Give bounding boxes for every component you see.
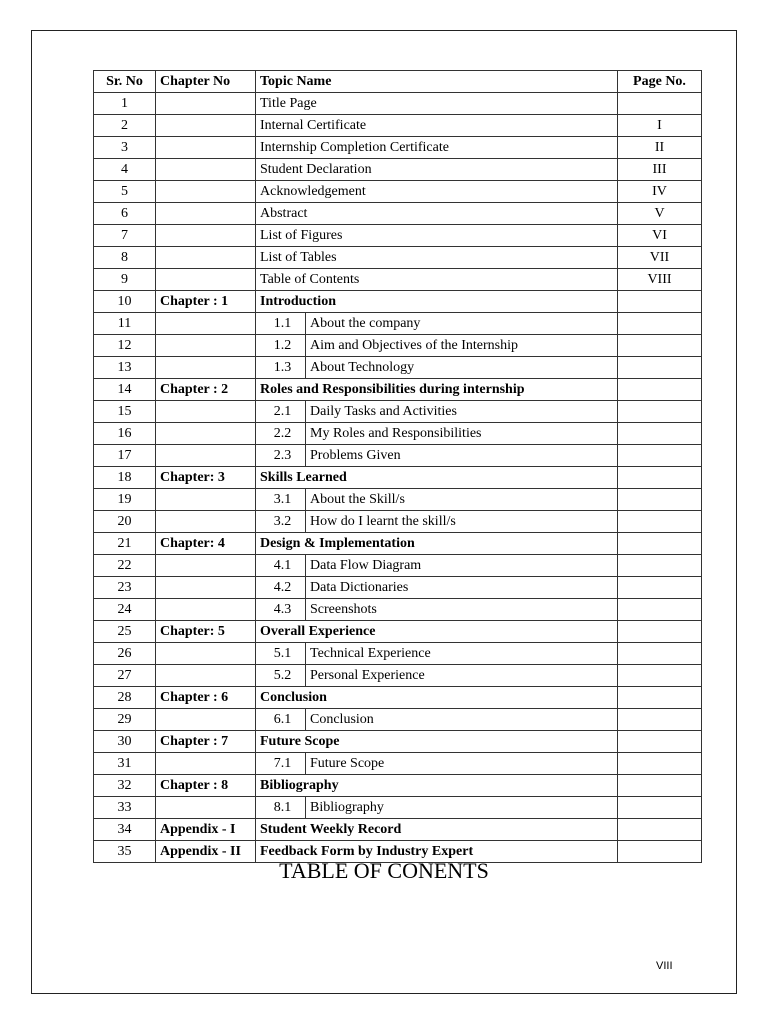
cell-chapter-no: Chapter : 2	[156, 379, 256, 401]
cell-page-no	[618, 555, 702, 577]
cell-topic-name: Future Scope	[256, 731, 618, 753]
cell-page-no	[618, 313, 702, 335]
subtopic-number: 6.1	[260, 709, 306, 730]
subtopic-name: Future Scope	[310, 756, 385, 771]
cell-topic-name: Conclusion	[256, 687, 618, 709]
cell-chapter-no	[156, 159, 256, 181]
subtopic-number: 1.1	[260, 313, 306, 334]
cell-topic-name: Title Page	[256, 93, 618, 115]
subtopic-wrap	[260, 401, 613, 422]
cell-page-no	[618, 797, 702, 819]
cell-page-no	[618, 775, 702, 797]
cell-chapter-no	[156, 511, 256, 533]
subtopic-number: 5.1	[260, 643, 306, 664]
subtopic-number: 3.1	[260, 489, 306, 510]
cell-topic-name: List of Tables	[256, 247, 618, 269]
cell-topic-sub	[256, 313, 618, 335]
table-row	[94, 687, 702, 709]
table-row	[94, 115, 702, 137]
cell-chapter-no	[156, 181, 256, 203]
cell-chapter-no	[156, 357, 256, 379]
cell-page-no	[618, 621, 702, 643]
cell-page-no: VIII	[618, 269, 702, 291]
table-row	[94, 379, 702, 401]
cell-topic-sub	[256, 445, 618, 467]
table-row	[94, 665, 702, 687]
subtopic-wrap	[260, 665, 613, 686]
subtopic-wrap	[260, 577, 613, 598]
cell-page-no: VI	[618, 225, 702, 247]
subtopic-name: About the company	[310, 316, 421, 331]
subtopic-name: How do I learnt the skill/s	[310, 514, 456, 529]
subtopic-name: Conclusion	[310, 712, 374, 727]
cell-page-no	[618, 423, 702, 445]
cell-page-no	[618, 753, 702, 775]
table-row	[94, 93, 702, 115]
cell-sr-no: 23	[94, 577, 156, 599]
cell-topic-sub	[256, 665, 618, 687]
cell-sr-no: 16	[94, 423, 156, 445]
cell-chapter-no	[156, 445, 256, 467]
table-row	[94, 599, 702, 621]
cell-sr-no: 21	[94, 533, 156, 555]
header-sr-no: Sr. No	[94, 71, 156, 93]
table-header-row	[94, 71, 702, 93]
cell-topic-name: Student Weekly Record	[256, 819, 618, 841]
cell-chapter-no	[156, 753, 256, 775]
cell-chapter-no: Chapter : 1	[156, 291, 256, 313]
cell-chapter-no	[156, 797, 256, 819]
table-row	[94, 335, 702, 357]
subtopic-number: 4.3	[260, 599, 306, 620]
cell-sr-no: 33	[94, 797, 156, 819]
subtopic-number: 3.2	[260, 511, 306, 532]
cell-page-no	[618, 357, 702, 379]
cell-page-no	[618, 379, 702, 401]
cell-chapter-no	[156, 269, 256, 291]
cell-page-no	[618, 335, 702, 357]
cell-sr-no: 15	[94, 401, 156, 423]
subtopic-name: About Technology	[310, 360, 415, 375]
cell-page-no	[618, 819, 702, 841]
subtopic-wrap	[260, 599, 613, 620]
table-row	[94, 313, 702, 335]
subtopic-wrap	[260, 313, 613, 334]
cell-topic-sub	[256, 753, 618, 775]
cell-sr-no: 4	[94, 159, 156, 181]
cell-chapter-no: Chapter: 4	[156, 533, 256, 555]
cell-topic-name: Abstract	[256, 203, 618, 225]
cell-sr-no: 14	[94, 379, 156, 401]
cell-topic-name: Internal Certificate	[256, 115, 618, 137]
subtopic-number: 4.1	[260, 555, 306, 576]
cell-chapter-no	[156, 643, 256, 665]
cell-sr-no: 19	[94, 489, 156, 511]
cell-page-no	[618, 93, 702, 115]
cell-sr-no: 24	[94, 599, 156, 621]
table-row	[94, 819, 702, 841]
cell-topic-sub	[256, 797, 618, 819]
cell-chapter-no	[156, 665, 256, 687]
toc-body	[94, 93, 702, 863]
cell-chapter-no	[156, 115, 256, 137]
subtopic-wrap	[260, 489, 613, 510]
table-row	[94, 225, 702, 247]
table-row	[94, 753, 702, 775]
cell-topic-sub	[256, 643, 618, 665]
cell-chapter-no	[156, 225, 256, 247]
footer-page-number: VIII	[656, 960, 673, 972]
table-row	[94, 401, 702, 423]
subtopic-wrap	[260, 335, 613, 356]
table-row	[94, 775, 702, 797]
table-row	[94, 291, 702, 313]
table-row	[94, 577, 702, 599]
cell-chapter-no	[156, 555, 256, 577]
cell-sr-no: 20	[94, 511, 156, 533]
cell-sr-no: 1	[94, 93, 156, 115]
cell-chapter-no: Appendix - II	[156, 841, 256, 863]
subtopic-wrap	[260, 555, 613, 576]
cell-topic-sub	[256, 357, 618, 379]
cell-chapter-no: Chapter : 8	[156, 775, 256, 797]
table-row	[94, 423, 702, 445]
cell-chapter-no	[156, 577, 256, 599]
subtopic-name: Aim and Objectives of the Internship	[310, 338, 519, 353]
cell-page-no: I	[618, 115, 702, 137]
subtopic-number: 4.2	[260, 577, 306, 598]
cell-sr-no: 28	[94, 687, 156, 709]
cell-sr-no: 6	[94, 203, 156, 225]
cell-chapter-no: Chapter: 5	[156, 621, 256, 643]
cell-topic-sub	[256, 423, 618, 445]
table-row	[94, 445, 702, 467]
cell-topic-name: List of Figures	[256, 225, 618, 247]
cell-chapter-no: Appendix - I	[156, 819, 256, 841]
table-row	[94, 533, 702, 555]
cell-sr-no: 29	[94, 709, 156, 731]
cell-sr-no: 10	[94, 291, 156, 313]
cell-topic-sub	[256, 489, 618, 511]
cell-sr-no: 34	[94, 819, 156, 841]
cell-topic-sub	[256, 709, 618, 731]
cell-chapter-no	[156, 489, 256, 511]
cell-chapter-no	[156, 423, 256, 445]
table-row	[94, 797, 702, 819]
header-chapter-no: Chapter No	[156, 71, 256, 93]
cell-page-no: IV	[618, 181, 702, 203]
cell-chapter-no	[156, 335, 256, 357]
cell-topic-sub	[256, 599, 618, 621]
cell-sr-no: 5	[94, 181, 156, 203]
cell-page-no	[618, 731, 702, 753]
subtopic-wrap	[260, 511, 613, 532]
table-row	[94, 467, 702, 489]
cell-page-no	[618, 533, 702, 555]
subtopic-name: Problems Given	[310, 448, 401, 463]
cell-page-no	[618, 577, 702, 599]
subtopic-name: My Roles and Responsibilities	[310, 426, 482, 441]
cell-page-no	[618, 489, 702, 511]
page-title: TABLE OF CONENTS	[279, 858, 489, 883]
subtopic-number: 2.3	[260, 445, 306, 466]
subtopic-name: Personal Experience	[310, 668, 425, 683]
cell-sr-no: 22	[94, 555, 156, 577]
cell-page-no	[618, 511, 702, 533]
cell-topic-name: Overall Experience	[256, 621, 618, 643]
subtopic-wrap	[260, 445, 613, 466]
cell-chapter-no	[156, 313, 256, 335]
subtopic-wrap	[260, 709, 613, 730]
cell-page-no	[618, 291, 702, 313]
cell-sr-no: 12	[94, 335, 156, 357]
cell-topic-sub	[256, 555, 618, 577]
table-row	[94, 203, 702, 225]
cell-topic-name: Feedback Form by Industry Expert	[256, 841, 618, 863]
cell-page-no	[618, 401, 702, 423]
cell-topic-sub	[256, 577, 618, 599]
cell-sr-no: 3	[94, 137, 156, 159]
cell-topic-name: Student Declaration	[256, 159, 618, 181]
cell-chapter-no	[156, 137, 256, 159]
table-row	[94, 709, 702, 731]
cell-sr-no: 27	[94, 665, 156, 687]
cell-page-no	[618, 599, 702, 621]
subtopic-number: 5.2	[260, 665, 306, 686]
subtopic-name: Bibliography	[310, 800, 384, 815]
cell-sr-no: 18	[94, 467, 156, 489]
toc-table	[93, 70, 702, 863]
table-row	[94, 489, 702, 511]
cell-page-no: VII	[618, 247, 702, 269]
subtopic-number: 7.1	[260, 753, 306, 774]
table-row	[94, 247, 702, 269]
cell-page-no	[618, 643, 702, 665]
cell-page-no: V	[618, 203, 702, 225]
table-row	[94, 731, 702, 753]
cell-topic-name: Introduction	[256, 291, 618, 313]
cell-topic-name: Design & Implementation	[256, 533, 618, 555]
cell-chapter-no: Chapter : 7	[156, 731, 256, 753]
cell-topic-name: Roles and Responsibilities during internship	[256, 379, 618, 401]
table-row	[94, 181, 702, 203]
cell-sr-no: 17	[94, 445, 156, 467]
subtopic-number: 1.3	[260, 357, 306, 378]
subtopic-name: About the Skill/s	[310, 492, 405, 507]
subtopic-name: Data Dictionaries	[310, 580, 409, 595]
cell-sr-no: 7	[94, 225, 156, 247]
table-row	[94, 137, 702, 159]
cell-topic-name: Skills Learned	[256, 467, 618, 489]
cell-topic-name: Bibliography	[256, 775, 618, 797]
cell-page-no	[618, 665, 702, 687]
cell-chapter-no	[156, 203, 256, 225]
table-row	[94, 511, 702, 533]
subtopic-wrap	[260, 357, 613, 378]
cell-topic-name: Table of Contents	[256, 269, 618, 291]
cell-sr-no: 32	[94, 775, 156, 797]
subtopic-name: Daily Tasks and Activities	[310, 404, 457, 419]
cell-sr-no: 31	[94, 753, 156, 775]
subtopic-wrap	[260, 797, 613, 818]
cell-sr-no: 26	[94, 643, 156, 665]
subtopic-number: 2.2	[260, 423, 306, 444]
cell-page-no	[618, 445, 702, 467]
header-page-no: Page No.	[618, 71, 702, 93]
cell-chapter-no	[156, 599, 256, 621]
cell-chapter-no	[156, 401, 256, 423]
subtopic-number: 1.2	[260, 335, 306, 356]
subtopic-number: 8.1	[260, 797, 306, 818]
cell-page-no: III	[618, 159, 702, 181]
header-topic-name: Topic Name	[256, 71, 618, 93]
cell-topic-sub	[256, 511, 618, 533]
cell-sr-no: 8	[94, 247, 156, 269]
subtopic-wrap	[260, 643, 613, 664]
cell-sr-no: 2	[94, 115, 156, 137]
cell-page-no	[618, 687, 702, 709]
table-row	[94, 621, 702, 643]
table-row	[94, 159, 702, 181]
cell-topic-name: Internship Completion Certificate	[256, 137, 618, 159]
cell-sr-no: 11	[94, 313, 156, 335]
cell-sr-no: 35	[94, 841, 156, 863]
cell-sr-no: 13	[94, 357, 156, 379]
table-row	[94, 555, 702, 577]
cell-chapter-no	[156, 709, 256, 731]
table-row	[94, 357, 702, 379]
table-row	[94, 269, 702, 291]
cell-chapter-no: Chapter : 6	[156, 687, 256, 709]
subtopic-number: 2.1	[260, 401, 306, 422]
cell-page-no	[618, 709, 702, 731]
subtopic-wrap	[260, 753, 613, 774]
cell-page-no: II	[618, 137, 702, 159]
subtopic-name: Screenshots	[310, 602, 377, 617]
subtopic-name: Data Flow Diagram	[310, 558, 422, 573]
cell-chapter-no	[156, 93, 256, 115]
cell-chapter-no	[156, 247, 256, 269]
subtopic-name: Technical Experience	[310, 646, 431, 661]
cell-topic-sub	[256, 401, 618, 423]
table-row	[94, 643, 702, 665]
cell-sr-no: 9	[94, 269, 156, 291]
cell-topic-name: Acknowledgement	[256, 181, 618, 203]
cell-sr-no: 30	[94, 731, 156, 753]
cell-chapter-no: Chapter: 3	[156, 467, 256, 489]
cell-topic-sub	[256, 335, 618, 357]
cell-sr-no: 25	[94, 621, 156, 643]
cell-page-no	[618, 467, 702, 489]
subtopic-wrap	[260, 423, 613, 444]
